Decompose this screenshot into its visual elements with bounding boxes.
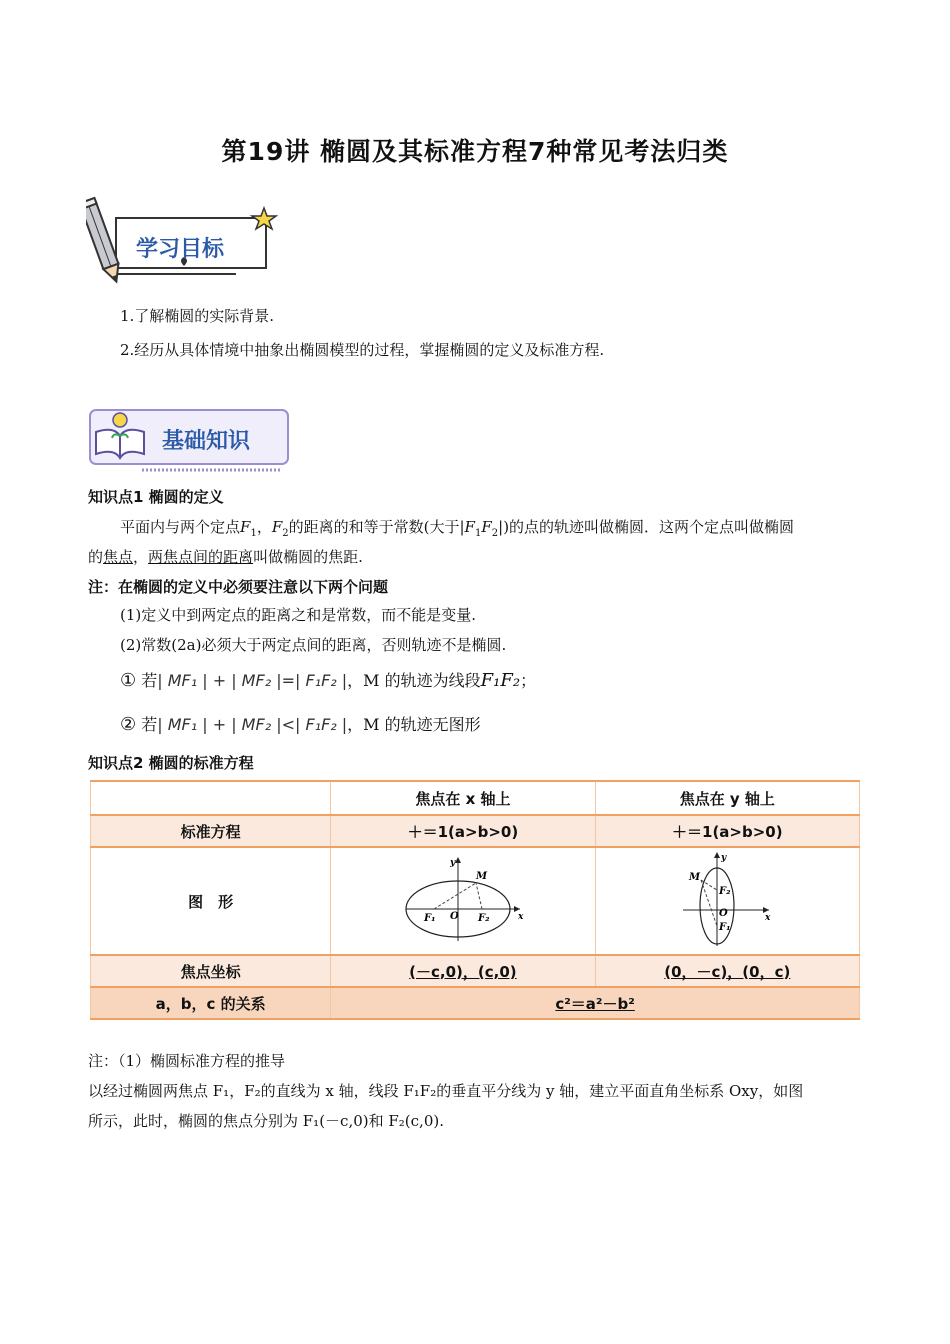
sub: 2 <box>282 528 289 539</box>
svg-text:x: x <box>517 912 524 922</box>
derivation-note-heading: 注：（1）椭圆标准方程的推导 <box>88 1052 286 1070</box>
text-f2: F <box>271 518 283 536</box>
ellipse-x-diagram <box>398 853 528 945</box>
row-label-equation: 标准方程 <box>91 815 331 847</box>
text: ； <box>520 671 537 690</box>
circled-number: ① <box>120 670 137 691</box>
basic-knowledge-badge <box>86 406 292 472</box>
kp1-note-2: (2)常数(2a)必须大于两定点间的距离，否则轨迹不是椭圆. <box>120 636 507 654</box>
figure-x-cell <box>331 847 595 955</box>
circled-number: ② <box>120 714 137 735</box>
text: ，M 的轨迹无图形 <box>347 715 481 734</box>
svg-text:F₂: F₂ <box>719 886 731 897</box>
learning-goals-badge <box>86 196 278 288</box>
learning-goals-label: 学习目标 <box>136 237 225 262</box>
figure-y-cell <box>595 847 859 955</box>
kp1-note-heading: 注：在椭圆的定义中必须要注意以下两个问题 <box>88 578 389 596</box>
goal-item-1: 1.了解椭圆的实际背景. <box>120 307 275 325</box>
text: )的点的轨迹叫做椭圆．这两个定点叫做椭圆 <box>503 518 795 536</box>
table-corner <box>91 781 331 815</box>
header-y-axis: 焦点在 y 轴上 <box>595 781 859 815</box>
sub: 1 <box>250 528 257 539</box>
formula: | MF₁ | + | MF₂ |<| F₁F₂ | <box>157 715 348 734</box>
svg-text:y: y <box>449 858 456 868</box>
svg-text:F₂: F₂ <box>477 913 490 924</box>
abc-relation: c²＝a²－b² <box>331 987 860 1019</box>
equation-x: ＋＝1(a>b>0) <box>331 815 595 847</box>
kp1-case-1 <box>120 668 536 691</box>
kp1-note-1: (1)定义中到两定点的距离之和是常数，而不能是变量. <box>120 606 477 624</box>
focus-coords-y: (0，－c)，(0，c) <box>595 955 859 987</box>
text: 的距离的和等于常数(大于| <box>288 518 465 536</box>
standard-equation-table <box>90 780 860 1020</box>
ellipse-y-diagram <box>677 850 777 948</box>
svg-text:x: x <box>765 913 771 923</box>
kp2-heading: 知识点2 椭圆的标准方程 <box>88 754 254 772</box>
svg-text:O: O <box>719 908 729 919</box>
sub: 2 <box>491 528 499 539</box>
text: ， <box>256 518 272 536</box>
derivation-line-1: 以经过椭圆两焦点 F₁，F₂的直线为 x 轴，线段 F₁F₂的垂直平分线为 y 轴，建立平面直角坐标系 Oxy，如图 <box>88 1082 804 1100</box>
svg-text:F₁: F₁ <box>423 913 436 924</box>
focal-distance-term: 两焦点间的距离 <box>148 548 254 566</box>
svg-text:F₁: F₁ <box>719 922 731 933</box>
page-title: 第19讲 椭圆及其标准方程7种常见考法归类 <box>221 137 729 166</box>
svg-text:M: M <box>475 871 487 882</box>
segment: F₁F₂ <box>480 670 521 691</box>
sub: 1 <box>474 528 482 539</box>
derivation-line-2: 所示，此时，椭圆的焦点分别为 F₁(－c,0)和 F₂(c,0). <box>88 1112 444 1130</box>
text: 若 <box>141 715 158 734</box>
focus-coords-x: (－c,0)，(c,0) <box>331 955 595 987</box>
basic-knowledge-label: 基础知识 <box>162 429 251 454</box>
kp1-heading: 知识点1 椭圆的定义 <box>88 488 224 506</box>
svg-text:M: M <box>689 872 701 883</box>
svg-text:y: y <box>721 853 727 863</box>
row-label-focus: 焦点坐标 <box>91 955 331 987</box>
focus-term: 焦点 <box>103 548 134 566</box>
text: 平面内与两个定点 <box>120 518 241 536</box>
text: 叫做椭圆的焦距. <box>253 548 363 566</box>
row-label-relation: a，b，c 的关系 <box>91 987 331 1019</box>
header-x-axis: 焦点在 x 轴上 <box>331 781 595 815</box>
equation-y: ＋＝1(a>b>0) <box>595 815 859 847</box>
f1f2: F <box>481 518 492 536</box>
text: 若 <box>141 671 158 690</box>
text: 的 <box>88 548 104 566</box>
text: ，M 的轨迹为线段 <box>347 671 481 690</box>
goal-item-2: 2.经历从具体情境中抽象出椭圆模型的过程，掌握椭圆的定义及标准方程. <box>120 341 605 359</box>
kp1-paragraph-line1: 平面内与两个定点$F_1$，$F_2$的距离的和等于常数(大于$|F_1F_2|$)的点的轨迹叫做椭圆．这两个定点叫做椭圆 <box>120 518 795 539</box>
text-f1: F <box>240 518 251 536</box>
kp1-case-2 <box>120 712 481 735</box>
f1f2: F <box>464 518 475 536</box>
row-label-figure: 图 形 <box>91 847 331 955</box>
svg-text:O: O <box>449 911 459 922</box>
formula: | MF₁ | + | MF₂ |=| F₁F₂ | <box>157 671 348 690</box>
kp1-paragraph-line2 <box>88 546 363 567</box>
text: ， <box>133 548 149 566</box>
